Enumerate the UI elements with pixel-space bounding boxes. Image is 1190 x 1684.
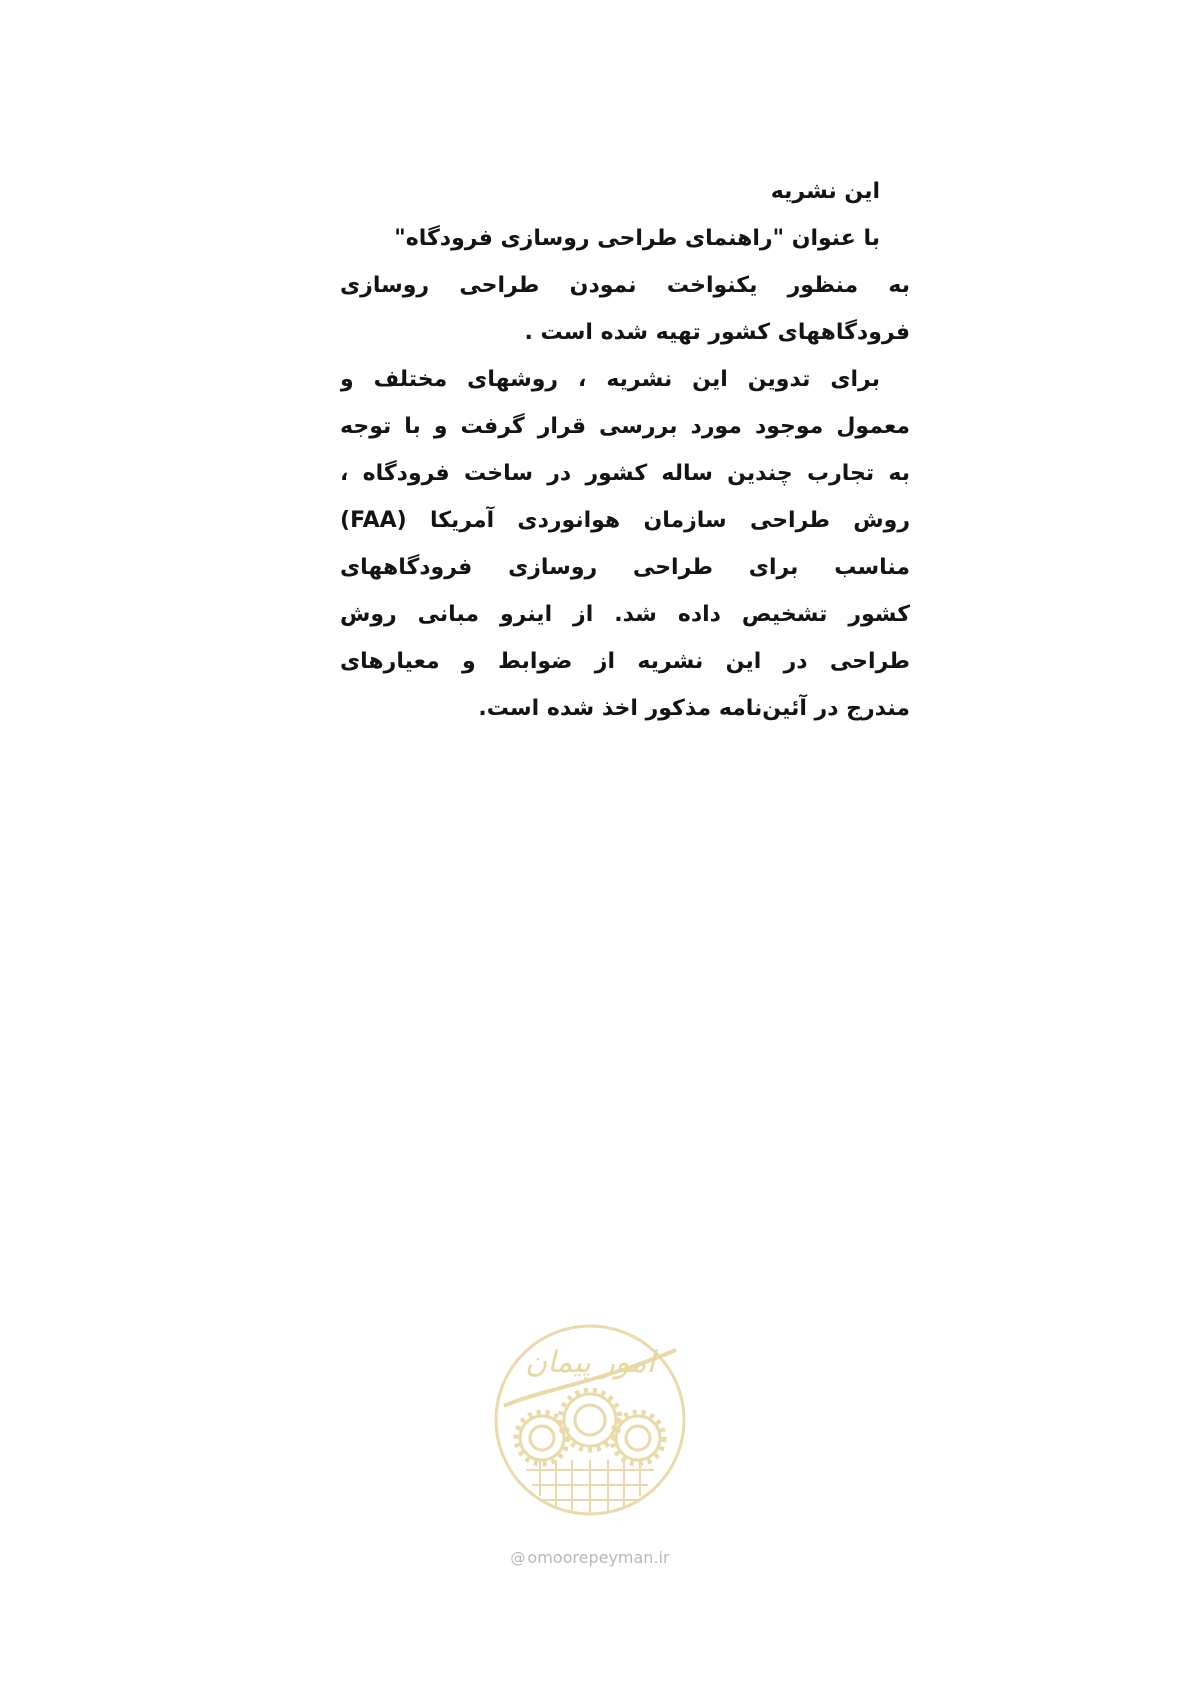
paragraph-heading: این نشریه: [770, 179, 880, 204]
paragraph-line: به تجارب چندین ساله کشور در ساخت فرودگاه ،: [340, 461, 910, 486]
at-icon: @: [510, 1549, 526, 1567]
document-body: [340, 168, 910, 732]
paragraph-line: مندرج در آئین‌نامه مذکور اخذ شده است.: [478, 696, 910, 721]
paragraph-line: فرودگاههای کشور تهیه شده است .: [524, 320, 910, 345]
website-url: omoorepeyman.ir: [527, 1548, 670, 1567]
omoore-peyman-logo: [490, 1320, 690, 1520]
paragraph-line: معمول موجود مورد بررسی قرار گرفت و با توجه: [340, 414, 910, 439]
paragraph-line: با عنوان "راهنمای طراحی روسازی فرودگاه": [394, 226, 880, 251]
website-watermark: [490, 1548, 690, 1567]
paragraph-line: برای تدوین این نشریه ، روشهای مختلف و: [340, 367, 880, 392]
paragraph-line: مناسب برای طراحی روسازی فرودگاههای: [340, 555, 910, 580]
logo-lettering: امور پیمان: [525, 1345, 655, 1380]
paragraph-line: به منظور یکنواخت نمودن طراحی روسازی: [340, 273, 910, 298]
paragraph-line: طراحی در این نشریه از ضوابط و معیارهای: [340, 649, 910, 674]
paragraph-line: روش طراحی سازمان هوانوردی آمریکا (FAA): [340, 508, 910, 533]
paragraph-line: کشور تشخیص داده شد. از اینرو مبانی روش: [340, 602, 910, 627]
